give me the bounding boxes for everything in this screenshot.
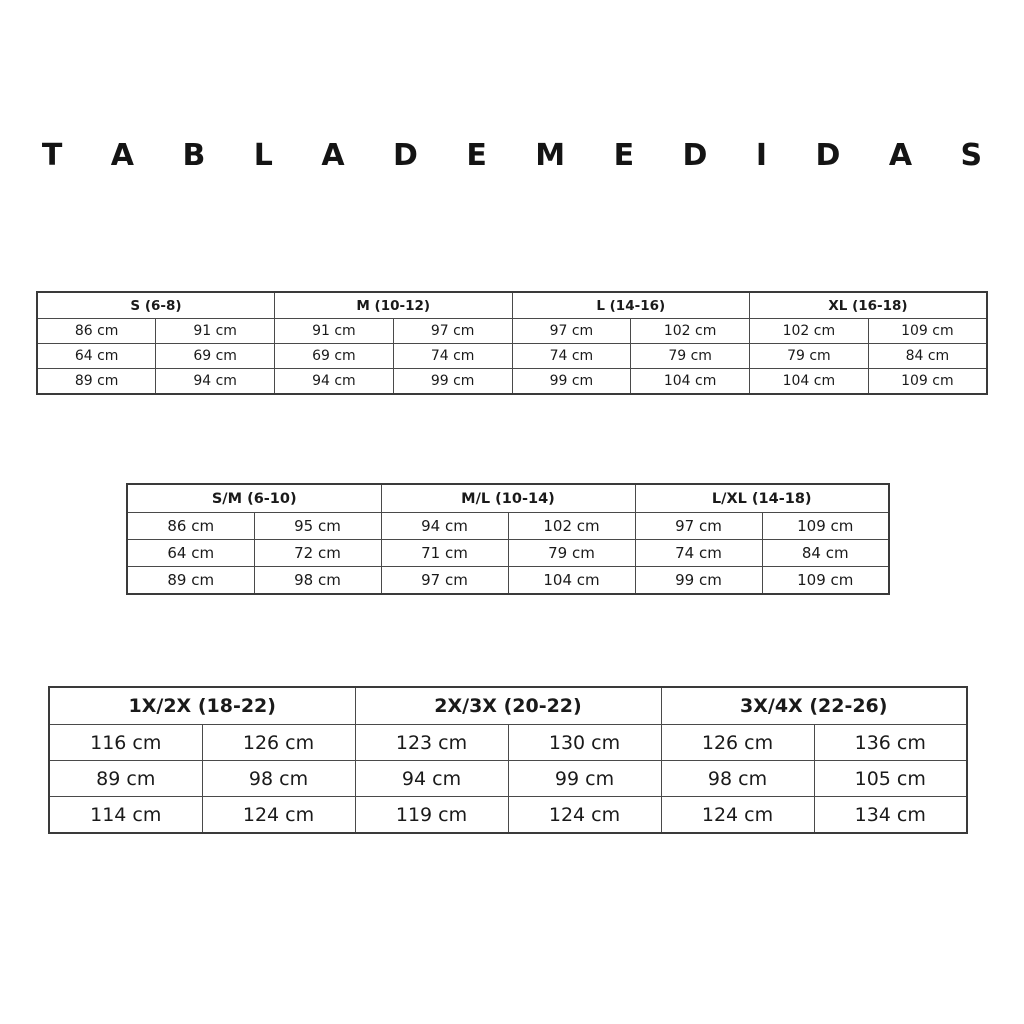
table-cell: 91 cm [275, 319, 394, 344]
table-cell: 72 cm [254, 540, 381, 567]
table-cell: 95 cm [254, 513, 381, 540]
table-cell: 94 cm [275, 369, 394, 395]
table-row [49, 725, 967, 761]
table-row [37, 344, 987, 369]
table-cell: 97 cm [512, 319, 631, 344]
table-cell: 84 cm [868, 344, 987, 369]
table-cell: 99 cm [508, 761, 661, 797]
table-cell: 71 cm [381, 540, 508, 567]
table-header-row [37, 292, 987, 319]
table-cell: 109 cm [868, 319, 987, 344]
table-cell: 124 cm [661, 797, 814, 834]
table-cell: 124 cm [508, 797, 661, 834]
table-row [49, 761, 967, 797]
table-cell: 86 cm [127, 513, 254, 540]
table-header-cell: L/XL (14-18) [635, 484, 889, 513]
table-header-cell: 3X/4X (22-26) [661, 687, 967, 725]
table-row [127, 540, 889, 567]
table-cell: 98 cm [202, 761, 355, 797]
table-cell: 126 cm [661, 725, 814, 761]
table-cell: 104 cm [631, 369, 750, 395]
table-cell: 79 cm [508, 540, 635, 567]
table-cell: 74 cm [635, 540, 762, 567]
table-row [37, 319, 987, 344]
table-cell: 91 cm [156, 319, 275, 344]
table-cell: 86 cm [37, 319, 156, 344]
table-cell: 102 cm [631, 319, 750, 344]
table-cell: 109 cm [762, 513, 889, 540]
table-cell: 119 cm [355, 797, 508, 834]
table-cell: 134 cm [814, 797, 967, 834]
table-cell: 89 cm [49, 761, 202, 797]
table-cell: 124 cm [202, 797, 355, 834]
table-header-cell: L (14-16) [512, 292, 750, 319]
table-cell: 98 cm [254, 567, 381, 595]
table-cell: 97 cm [393, 319, 512, 344]
table-cell: 94 cm [156, 369, 275, 395]
table-row [127, 513, 889, 540]
table-cell: 102 cm [750, 319, 869, 344]
table-header-cell: S/M (6-10) [127, 484, 381, 513]
table-row [127, 567, 889, 595]
table-cell: 89 cm [37, 369, 156, 395]
table-header-cell: S (6-8) [37, 292, 275, 319]
size-table-plus [48, 686, 968, 834]
table-row [37, 369, 987, 395]
table-cell: 69 cm [275, 344, 394, 369]
table-cell: 130 cm [508, 725, 661, 761]
table-cell: 98 cm [661, 761, 814, 797]
table-cell: 105 cm [814, 761, 967, 797]
table-cell: 84 cm [762, 540, 889, 567]
table-row [49, 797, 967, 834]
table-header-cell: M/L (10-14) [381, 484, 635, 513]
table-cell: 116 cm [49, 725, 202, 761]
table-cell: 102 cm [508, 513, 635, 540]
size-table-standard [36, 291, 988, 395]
table-cell: 104 cm [508, 567, 635, 595]
table-cell: 69 cm [156, 344, 275, 369]
table-cell: 74 cm [512, 344, 631, 369]
table-cell: 104 cm [750, 369, 869, 395]
table-cell: 109 cm [762, 567, 889, 595]
table-cell: 136 cm [814, 725, 967, 761]
table-cell: 99 cm [512, 369, 631, 395]
table-header-cell: XL (16-18) [750, 292, 988, 319]
table-cell: 74 cm [393, 344, 512, 369]
table-cell: 123 cm [355, 725, 508, 761]
table-cell: 97 cm [635, 513, 762, 540]
table-cell: 97 cm [381, 567, 508, 595]
table-cell: 94 cm [355, 761, 508, 797]
table-cell: 109 cm [868, 369, 987, 395]
size-table-combo [126, 483, 890, 595]
table-cell: 126 cm [202, 725, 355, 761]
table-cell: 64 cm [37, 344, 156, 369]
table-header-row [127, 484, 889, 513]
table-cell: 79 cm [631, 344, 750, 369]
table-cell: 79 cm [750, 344, 869, 369]
page-title: T A B L A D E M E D I D A S [41, 138, 1002, 173]
table-cell: 89 cm [127, 567, 254, 595]
table-header-cell: M (10-12) [275, 292, 513, 319]
table-cell: 94 cm [381, 513, 508, 540]
table-header-cell: 1X/2X (18-22) [49, 687, 355, 725]
table-cell: 114 cm [49, 797, 202, 834]
table-cell: 64 cm [127, 540, 254, 567]
table-header-row [49, 687, 967, 725]
table-cell: 99 cm [635, 567, 762, 595]
table-cell: 99 cm [393, 369, 512, 395]
table-header-cell: 2X/3X (20-22) [355, 687, 661, 725]
